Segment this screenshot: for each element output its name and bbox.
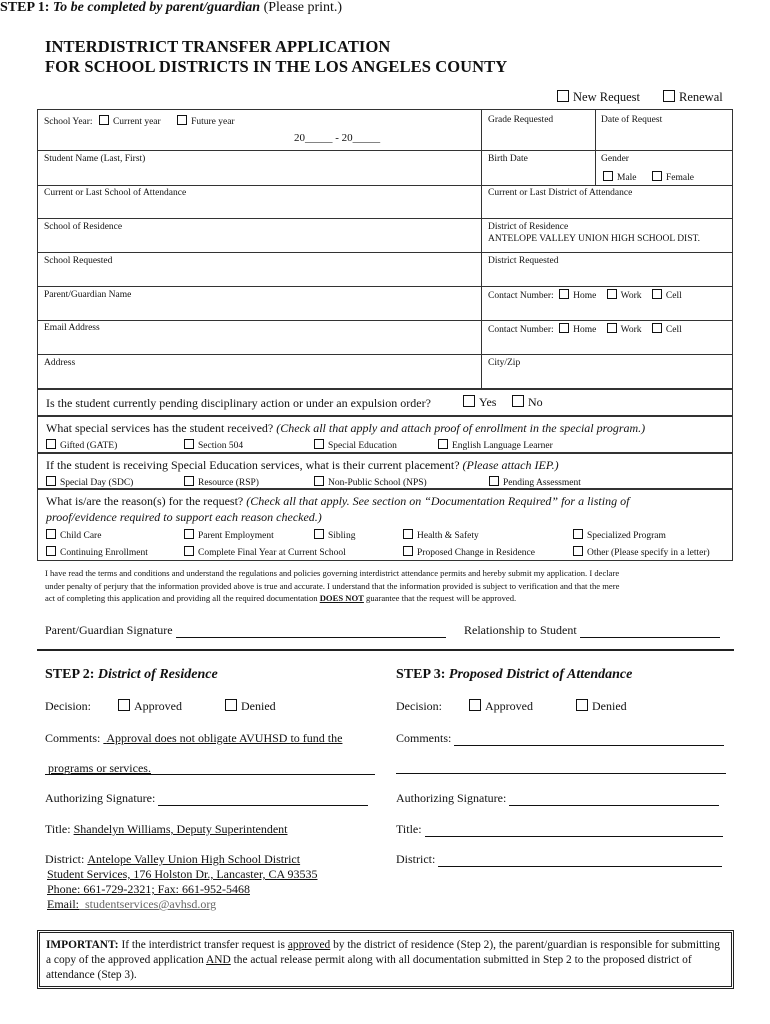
no-label: No: [528, 395, 543, 409]
disciplinary-question: Is the student currently pending disciplinary action or under an expulsion order?: [46, 396, 431, 410]
cell-label: Cell: [665, 291, 682, 301]
parent-signature-label: Parent/Guardian Signature: [45, 623, 173, 637]
continuing-enrollment-option[interactable]: [46, 546, 148, 558]
school-year-field: [44, 115, 235, 127]
option-label: Pending Assessment: [503, 478, 581, 488]
option-label: Proposed Change in Residence: [417, 548, 535, 558]
step3-comments-line-2[interactable]: [396, 773, 726, 774]
school-residence-field[interactable]: School of Residence: [44, 222, 123, 232]
work-checkbox[interactable]: [607, 323, 617, 333]
legal-text: act of completing this application and providing all the required documentation: [45, 593, 318, 604]
parent-employment-option[interactable]: [184, 529, 274, 541]
comments-blank[interactable]: [454, 733, 724, 746]
step3-comments[interactable]: [396, 731, 724, 746]
school-requested-field[interactable]: School Requested: [44, 256, 113, 266]
option-label: Non-Public School (NPS): [328, 478, 427, 488]
specialized-program-option[interactable]: [573, 529, 666, 541]
option-label: Special Education: [328, 441, 397, 451]
table-divider-small: [595, 110, 596, 150]
option-label: Sibling: [328, 531, 356, 541]
relationship-blank[interactable]: [580, 625, 720, 638]
step3-auth-signature[interactable]: [396, 791, 719, 806]
placement-text: If the student is receiving Special Education services, what is their current placement?: [46, 458, 460, 472]
male-checkbox[interactable]: [603, 171, 613, 181]
option-label: Parent Employment: [198, 531, 274, 541]
option-label: Section 504: [198, 441, 244, 451]
no-checkbox[interactable]: [512, 395, 524, 407]
step2-district-field[interactable]: [45, 852, 371, 867]
legal-line-2: under penalty of perjury that the information provided above is true and accurate. I understand that the information provided is subject to verification and that the mere: [45, 580, 620, 591]
and-emphasis: AND: [206, 954, 231, 966]
current-year-checkbox[interactable]: [99, 115, 109, 125]
cell-label: Cell: [665, 325, 682, 335]
cell-checkbox[interactable]: [652, 323, 662, 333]
checkbox[interactable]: [314, 476, 324, 486]
rsp-option[interactable]: [184, 476, 259, 488]
placement-box: [37, 453, 733, 489]
important-notice: [37, 930, 734, 989]
row-divider: [38, 320, 732, 321]
work-label: Work: [620, 325, 642, 335]
checkbox[interactable]: [184, 546, 194, 556]
step2-decision: [45, 699, 276, 714]
form-title-line1: INTERDISTRICT TRANSFER APPLICATION: [45, 37, 391, 56]
title-value[interactable]: [74, 822, 370, 837]
relationship-label: Relationship to Student: [464, 623, 577, 637]
work-checkbox[interactable]: [607, 289, 617, 299]
auth-sig-blank[interactable]: [509, 793, 719, 806]
approved-label: Approved: [485, 699, 533, 713]
step2-address: Student Services, 176 Holston Dr., Lancaster, CA 93535: [47, 867, 318, 881]
checkbox[interactable]: [46, 439, 56, 449]
district-blank[interactable]: [438, 854, 722, 867]
step1-heading: [0, 0, 770, 16]
student-info-table: [37, 109, 733, 389]
cell-checkbox[interactable]: [652, 289, 662, 299]
current-district-field[interactable]: Current or Last District of Attendance: [488, 188, 633, 198]
parent-signature-blank[interactable]: [176, 625, 446, 638]
student-name-field[interactable]: Student Name (Last, First): [44, 154, 146, 164]
work-label: Work: [620, 291, 642, 301]
home-checkbox[interactable]: [559, 289, 569, 299]
comments-label: Comments:: [45, 731, 101, 745]
comments-value[interactable]: [103, 731, 363, 746]
reasons-note-2: proof/evidence required to support each reason checked.): [46, 510, 322, 524]
female-label: Female: [666, 173, 694, 183]
contact-number-1: [488, 289, 682, 301]
email-label: Email:: [47, 897, 79, 911]
table-divider-small-2: [595, 150, 596, 185]
row-divider: [38, 354, 732, 355]
option-label: Continuing Enrollment: [60, 548, 148, 558]
renewal-checkbox[interactable]: [663, 90, 675, 102]
email-value[interactable]: [79, 897, 216, 911]
special-services-box: [37, 416, 733, 453]
home-checkbox[interactable]: [559, 323, 569, 333]
checkbox[interactable]: [184, 439, 194, 449]
row-divider: [38, 185, 732, 186]
home-label: Home: [573, 325, 597, 335]
email-field[interactable]: Email Address: [44, 323, 100, 333]
auth-sig-label: Authorizing Signature:: [45, 791, 156, 805]
auth-sig-label: Authorizing Signature:: [396, 791, 507, 805]
school-year-label: School Year:: [44, 117, 93, 127]
comments-label: Comments:: [396, 731, 452, 745]
approved-checkbox[interactable]: [469, 699, 481, 711]
sdc-option[interactable]: [46, 476, 133, 488]
step3-label: STEP 3:: [396, 667, 446, 682]
city-zip-field[interactable]: City/Zip: [488, 358, 521, 368]
parent-name-field[interactable]: Parent/Guardian Name: [44, 290, 132, 300]
reasons-question: [46, 494, 629, 509]
disciplinary-box: [37, 389, 733, 416]
future-year-checkbox[interactable]: [177, 115, 187, 125]
step2-title-field[interactable]: [45, 822, 370, 837]
step2-phone: Phone: 661-729-2321; Fax: 661-952-5468: [47, 882, 250, 896]
special-ed-option[interactable]: [314, 439, 397, 451]
email-text: studentservices@avhsd.org: [85, 897, 217, 911]
checkbox[interactable]: [573, 529, 583, 539]
step1-note: (Please print.): [263, 0, 343, 15]
contact-number-2: [488, 323, 682, 335]
other-option[interactable]: [573, 546, 710, 558]
comment-line-1: Approval does not obligate AVUHSD to fund the: [106, 731, 343, 745]
option-label: Health & Safety: [417, 531, 479, 541]
district-label: District:: [396, 852, 436, 866]
step3-district-field[interactable]: [396, 852, 722, 867]
current-school-field[interactable]: Current or Last School of Attendance: [44, 188, 187, 198]
row-divider: [38, 218, 732, 219]
district-residence-value: ANTELOPE VALLEY UNION HIGH SCHOOL DIST.: [488, 234, 700, 244]
step1-label: STEP 1:: [0, 0, 50, 15]
checkbox[interactable]: [46, 546, 56, 556]
checkbox[interactable]: [489, 476, 499, 486]
checkbox[interactable]: [403, 546, 413, 556]
reasons-box: [37, 489, 733, 561]
important-text: by the district of residence (Step 2), the parent/guardian is responsible for submitting a copy of the approved application: [46, 939, 720, 966]
checkbox[interactable]: [573, 546, 583, 556]
current-year-label: Current year: [112, 117, 161, 127]
reasons-question-2: [46, 510, 322, 525]
denied-checkbox[interactable]: [225, 699, 237, 711]
step2-heading: [45, 667, 218, 683]
gender-label: Gender: [601, 154, 629, 164]
change-residence-option[interactable]: [403, 546, 535, 558]
checkbox[interactable]: [46, 529, 56, 539]
legal-statement: [45, 567, 735, 605]
table-divider: [481, 110, 482, 388]
disciplinary-yes[interactable]: [463, 395, 496, 410]
address-field[interactable]: Address: [44, 358, 76, 368]
step3-heading: [396, 667, 632, 683]
pending-option[interactable]: [489, 476, 581, 488]
step2-comments-2[interactable]: [45, 761, 375, 775]
nps-option[interactable]: [314, 476, 427, 488]
comment-line-2: programs or services.: [48, 761, 151, 775]
step2-auth-signature[interactable]: [45, 791, 368, 806]
step3-decision: [396, 699, 627, 714]
special-services-text: What special services has the student received?: [46, 421, 274, 435]
birth-date-field[interactable]: Birth Date: [488, 154, 528, 164]
section-divider: [37, 649, 734, 651]
child-care-option[interactable]: [46, 529, 101, 541]
district-text: Antelope Valley Union High School District: [87, 852, 301, 866]
district-value[interactable]: [87, 852, 371, 867]
row-divider: [38, 150, 732, 151]
option-label: Gifted (GATE): [60, 441, 118, 451]
gifted-option[interactable]: [46, 439, 117, 451]
option-label: English Language Learner: [452, 441, 553, 451]
row-divider: [38, 286, 732, 287]
option-label: Resource (RSP): [198, 478, 259, 488]
future-year-label: Future year: [191, 117, 235, 127]
male-option[interactable]: [603, 171, 637, 183]
year-blank[interactable]: 20_____ - 20_____: [294, 132, 381, 144]
district-requested-field[interactable]: District Requested: [488, 256, 559, 266]
contact-number-label: Contact Number:: [488, 291, 554, 301]
checkbox[interactable]: [438, 439, 448, 449]
denied-label: Denied: [241, 699, 276, 713]
row-divider: [38, 252, 732, 253]
important-text: If the interdistrict transfer request is: [121, 939, 285, 951]
district-label: District:: [45, 852, 85, 866]
step3-title-field[interactable]: [396, 822, 723, 837]
title-blank[interactable]: [425, 824, 723, 837]
placement-question: [46, 458, 559, 473]
title-label: Title:: [45, 822, 71, 836]
important-label: IMPORTANT:: [46, 939, 119, 951]
title-text: Shandelyn Williams, Deputy Superintendent: [73, 822, 288, 836]
male-label: Male: [617, 173, 637, 183]
step2-comments[interactable]: [45, 731, 363, 746]
option-label: Child Care: [60, 531, 102, 541]
yes-label: Yes: [479, 395, 497, 409]
title-label: Title:: [396, 822, 422, 836]
legal-text: guarantee that the request will be approved.: [366, 593, 517, 604]
form-title-line2: FOR SCHOOL DISTRICTS IN THE LOS ANGELES COUNTY: [45, 57, 508, 76]
special-services-note: (Check all that apply and attach proof of enrollment in the special program.): [276, 421, 646, 435]
home-label: Home: [573, 291, 597, 301]
health-safety-option[interactable]: [403, 529, 479, 541]
new-request-option[interactable]: [557, 90, 640, 105]
parent-signature-line[interactable]: [45, 623, 446, 638]
date-of-request-field[interactable]: Date of Request: [601, 115, 663, 125]
approved-checkbox[interactable]: [118, 699, 130, 711]
step3-title: Proposed District of Attendance: [448, 667, 633, 682]
decision-label: Decision:: [45, 699, 91, 713]
step1-desc: To be completed by parent/guardian: [52, 0, 261, 15]
checkbox[interactable]: [314, 529, 324, 539]
female-option[interactable]: [652, 171, 694, 183]
option-label: Specialized Program: [587, 531, 666, 541]
option-label: Other (Please specify in a letter): [587, 548, 710, 558]
relationship-line[interactable]: [464, 623, 720, 638]
denied-checkbox[interactable]: [576, 699, 588, 711]
new-request-checkbox[interactable]: [557, 90, 569, 102]
new-request-label: New Request: [573, 90, 640, 104]
step2-label: STEP 2:: [45, 667, 95, 682]
sibling-option[interactable]: [314, 529, 355, 541]
auth-sig-blank[interactable]: [158, 793, 368, 806]
approved-emphasis: approved: [287, 939, 331, 951]
decision-label: Decision:: [396, 699, 442, 713]
legal-line-3: [45, 592, 735, 605]
option-label: Complete Final Year at Current School: [198, 548, 346, 558]
reasons-note-1: (Check all that apply. See section on “Documentation Required” for a listing of: [246, 494, 630, 508]
ell-option[interactable]: [438, 439, 553, 451]
special-services-question: [46, 421, 645, 436]
contact-number-label: Contact Number:: [488, 325, 554, 335]
approved-label: Approved: [134, 699, 182, 713]
yes-checkbox[interactable]: [463, 395, 475, 407]
female-checkbox[interactable]: [652, 171, 662, 181]
placement-note: (Please attach IEP.): [462, 458, 559, 472]
step2-email: [47, 897, 216, 912]
denied-label: Denied: [592, 699, 627, 713]
step2-title: District of Residence: [97, 667, 218, 682]
district-residence-label: District of Residence: [488, 222, 569, 232]
checkbox[interactable]: [403, 529, 413, 539]
renewal-label: Renewal: [679, 90, 723, 104]
grade-requested-field[interactable]: Grade Requested: [488, 115, 554, 125]
option-label: Special Day (SDC): [60, 478, 134, 488]
section504-option[interactable]: [184, 439, 243, 451]
disciplinary-no[interactable]: [512, 395, 543, 410]
checkbox[interactable]: [184, 529, 194, 539]
renewal-option[interactable]: [663, 90, 723, 105]
checkbox[interactable]: [46, 476, 56, 486]
checkbox[interactable]: [314, 439, 324, 449]
checkbox[interactable]: [184, 476, 194, 486]
does-not-emphasis: DOES NOT: [319, 593, 364, 604]
legal-line-1: I have read the terms and conditions and understand the regulations and policies governing interdistrict attendance permits and hereby submit my application. I declare: [45, 568, 620, 578]
important-text: the actual release permit along with all documentation submitted in Step 2 to the proposed district of attendance (Step 3).: [46, 954, 692, 981]
reasons-text: What is/are the reason(s) for the request?: [46, 494, 244, 508]
final-year-option[interactable]: [184, 546, 346, 558]
